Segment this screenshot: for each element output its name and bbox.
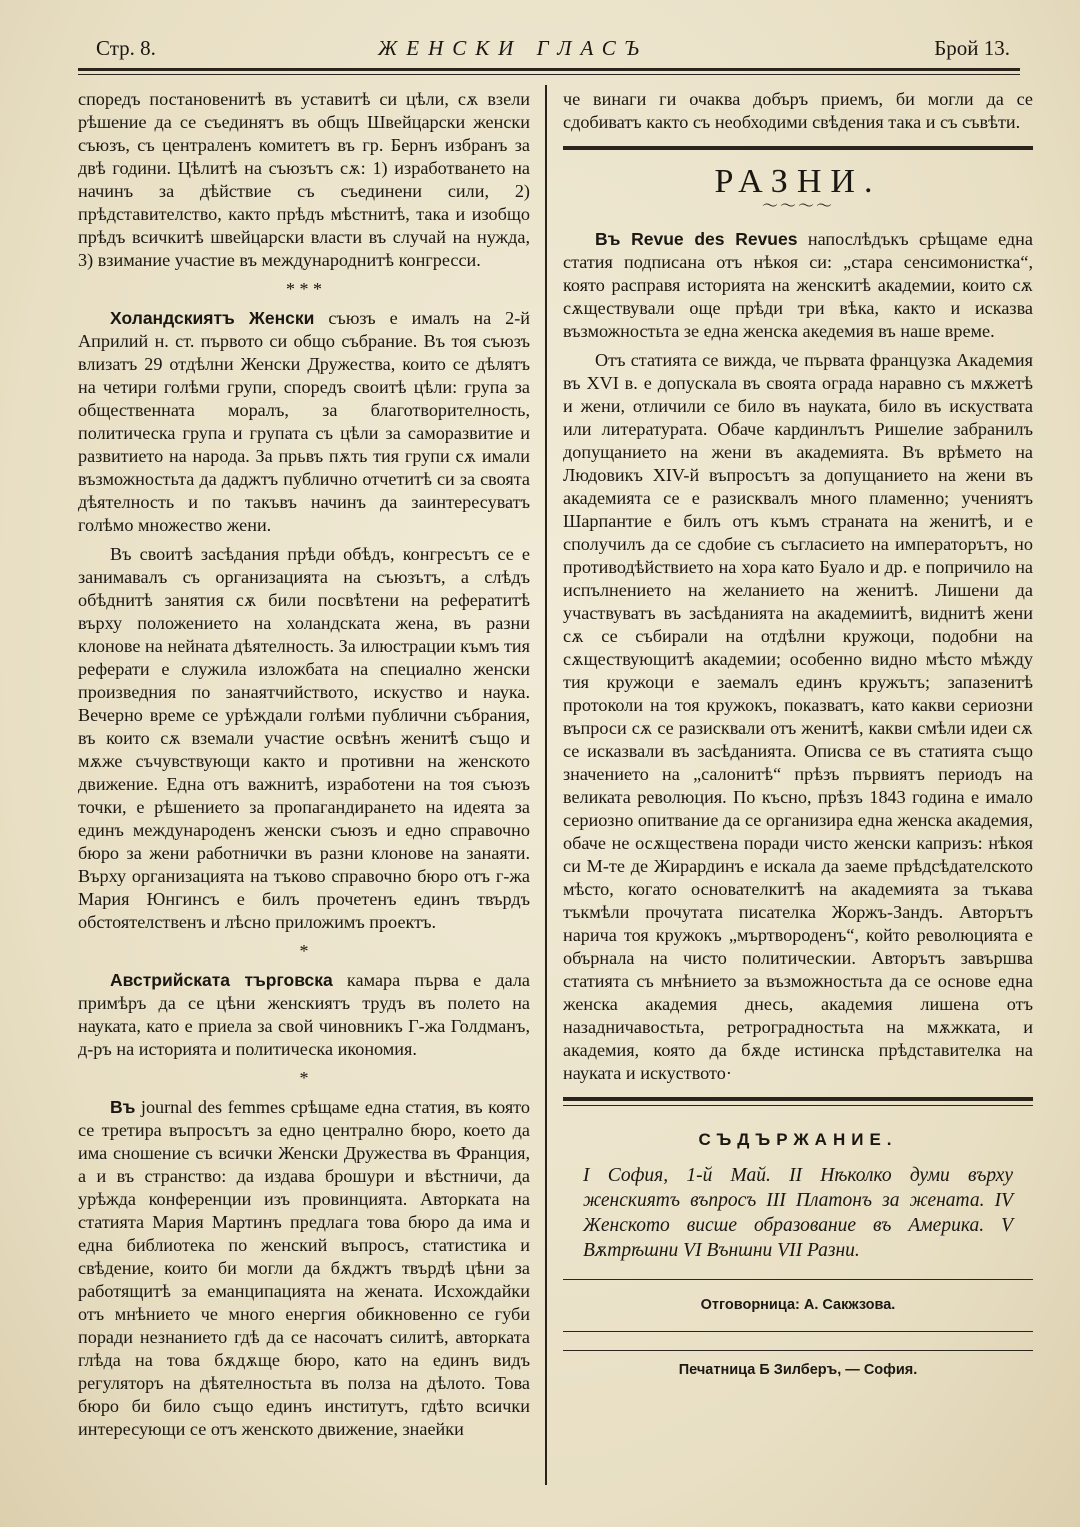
page-header (78, 30, 1020, 70)
section-separator: * (299, 1068, 309, 1088)
contents-rule (563, 1097, 1033, 1101)
printer-credit: Печатница Б Зилберъ, — София. (678, 1362, 918, 1378)
section-rule (563, 146, 1033, 150)
editor-credit: Отговорница: А. Сакжзова. (700, 1297, 896, 1313)
article-paragraph (78, 969, 530, 1061)
article-paragraph (78, 1096, 530, 1441)
article-lead: Въ Revue des Revues (595, 229, 798, 249)
page-number: Стр. 8. (96, 36, 156, 60)
section-separator: * (299, 941, 309, 961)
left-column (78, 88, 530, 1447)
article-paragraph (563, 228, 1033, 343)
article-lead: Въ (110, 1097, 136, 1117)
ornament: 〜〜〜〜 (761, 198, 834, 215)
article-lead: Австрийската търговска (110, 970, 333, 990)
article-paragraph: че винаги ги очаква добъръ приемъ, би могли да се сдобиватъ както съ необходими свѣдения така и съ съвѣти. (563, 89, 1033, 132)
column-divider (545, 85, 547, 1485)
article-paragraph: Отъ статията се вижда, че първата французка Академия въ XVI в. е допускала въ своята ограда наравно съ мѫжетѣ и жени, отличили се било въ науката, било въ искуствата или литературата. Обаче кардинлътъ Ришелие забранилъ допущанието на жени въ академията. Въ врѣмето на Людовикъ XIV-й въпросътъ за допущанието на жени въ академията се е разисквалъ много пламенно; учениятъ Шарпантие е билъ отъ къмъ страната на женитѣ, и е сполучилъ да се сдобие съ съгласието на императорътъ, но противодѣйствието на хора като Буало и др. е попричило на испълнението на желанието на женитѣ. Лишени да участвуватъ въ засѣданията на академиитѣ, виднитѣ жени сѫ се събирали на отдѣлни кружоци, подобни на сѫществующитѣ академии; особенно видно мѣсто мѣжду тия кружоци е заемалъ единъ кружътъ; запазенитѣ протоколи на тоя кружокъ, показватъ, като какви сериозни въпроси сѫ се разисквали отъ женитѣ, какви смѣли идеи сѫ се исказвали въ засѣданията. Описва се въ статията също значението на „салонитѣ“ прѣзъ първиятъ периодъ на великата революция. По късно, прѣзъ 1843 година е имало сериозно опитвание да се организира една женска академия, обаче не осѫществена поради чисто женски капризъ: нѣкоя си М-те де Жирардинъ е искала да заеме прѣдсѣдателското мѣсто, когато основателкитѣ на академията за тъкава тъкмѣли прочутата писателка Жоржъ-Зандъ. Авторътъ нарича тоя кружокъ „мъртвороденъ“, който революцията е обърнала на чисто политическии. Авторътъ завършва статията съ мнѣнието за възможностьта да се основе една женска академия днесь, академия лишена отъ назадничавостьта, ретроградностьта на мѫжката, и академия, която да бѫде истинска прѣдставителка на науката и искуството· (563, 350, 1033, 1083)
article-text: срѣщаме една статия, въ която се третира въпросътъ за едно централно бюро, което да има сношение съ всички Женски Дружества въ Франция, а и въ странство: да издава брошури и вѣстничи, да урѣжда конференции изъ провинцията. Авторката на статията Мария Мартинъ предлага това бюро да има и една библиотека по женский въпросъ, статистика и свѣдение, които би могли да бѫджтъ твърдѣ цѣни за работящитѣ за еманципацията на жената. Исхождайки отъ мнѣнието че много енергия обикновенно се губи поради незнанието гдѣ да се насочатъ силитѣ, авторката глѣда на това бѫдѫще бюро, като на единъ видъ регуляторъ на дѣятелностьта въ полза на дѣлото. Това бюро би било също единъ институтъ, гдѣто всички интересующи се отъ женското движение, знаейки (78, 1097, 530, 1439)
section-title: РАЗНИ. (714, 163, 882, 200)
contents-bottom-rule (563, 1279, 1033, 1280)
article-paragraph: Въ своитѣ засѣдания прѣди обѣдъ, конгресътъ се е занимавалъ съ организацията на съюзътъ, а слѣдъ обѣднитѣ занятия сѫ били посвѣтени на рефератитѣ върху положението на холандската жена, въ разни клонове на нейната дѣятелность. За илюстрации къмъ тия реферати е служила изложбата на специално женски произведния по занаятчийството, искуство и наука. Вечерно време се урѣждали голѣми публични събрания, въ които сѫ вземали участие освѣнъ женитѣ също и мѫже съчувствующи както и противни на женското движение. Една отъ важнитѣ, изработени на тоя съюзъ точки, е рѣшението за пропагандирането на идеята за единъ международенъ женски съюзъ и едно справочно бюро за жени работнички въ разни клонове на занаяти. Върху организацията на тъково справочно бюро отъ г-жа Мария Юнгинсъ е билъ прочетенъ единъ твърдъ обстоятелственъ и лѣсно приложимъ проектъ. (78, 544, 530, 932)
printer-rule (563, 1350, 1033, 1351)
newspaper-title: ЖЕНСКИ ГЛАСЪ (378, 36, 648, 60)
section-separator: * * * (286, 279, 322, 299)
contents-title: СЪДЪРЖАНИЕ. (698, 1130, 898, 1149)
article-text: напослѣдъкъ срѣщаме една статия подписана отъ нѣкоя си: „стара сенсимонистка“, която расправя историята на женскитѣ академии, които сѫ сѫществували още прѣди три вѣка, както и исказва възможностьта зе една женска акедемия въ наше време. (563, 229, 1033, 341)
editor-rule (563, 1331, 1033, 1332)
header-rule-thin (78, 74, 1020, 75)
article-paragraph: споредъ постановенитѣ въ уставитѣ си цѣли, сѫ взели рѣшение да се съединятъ въ общъ Швейцарски женски съюзъ, съ централенъ комитетъ въ гр. Бернъ избранъ за двѣ години. Цѣлитѣ на съюзътъ сѫ: 1) изработването на начинъ за дѣйствие съ съединени сили, 2) прѣдставителство, както прѣдъ мѣстнитѣ, така и изобщо прѣдъ всичкитѣ швейцарски власти въ случай на нужда, 3) взимание участие въ международнитѣ конгресси. (78, 89, 530, 270)
header-rule (78, 68, 1020, 71)
article-text: съюзъ е ималъ на 2-й Априлий н. ст. първото си общо събрание. Въ тоя съюзъ влизатъ 29 отдѣлни Женски Дружества, които се дѣлятъ на четири голѣми групи, споредъ своитѣ цѣли: група за общественната моралъ, за благотворителность, политическа група и групата съ цѣли за саморазвитие и развитието на народа. За прьвъ пѫть тия групи сѫ имали възможностьта да даджтъ публично отчетитѣ си за своята дѣятелность и по такъвъ начинъ да заинтересуватъ голѣмо множество жени. (78, 308, 531, 535)
table-of-contents: I София, 1-й Май. II Нѣколко думи върху женскиятъ въпросъ III Платонъ за жената. IV Женското висше образование въ Америка. V Вѫтрѣшни VI Външни VII Разни. (583, 1165, 1013, 1261)
article-paragraph (78, 307, 530, 537)
journal-name: journal des femmes (135, 1097, 286, 1117)
issue-number: Брой 13. (934, 36, 1010, 60)
right-column (563, 88, 1033, 1382)
contents-rule-thin (563, 1105, 1033, 1106)
article-lead: Холандскиятъ Женски (110, 308, 315, 328)
article-text: камара първа е дала примѣръ да се цѣни женскиятъ трудъ въ полето на науката, като е приела за свой чиновникъ Г-жа Голдманъ, д-ръ на историята и политическа икономия. (78, 970, 530, 1059)
